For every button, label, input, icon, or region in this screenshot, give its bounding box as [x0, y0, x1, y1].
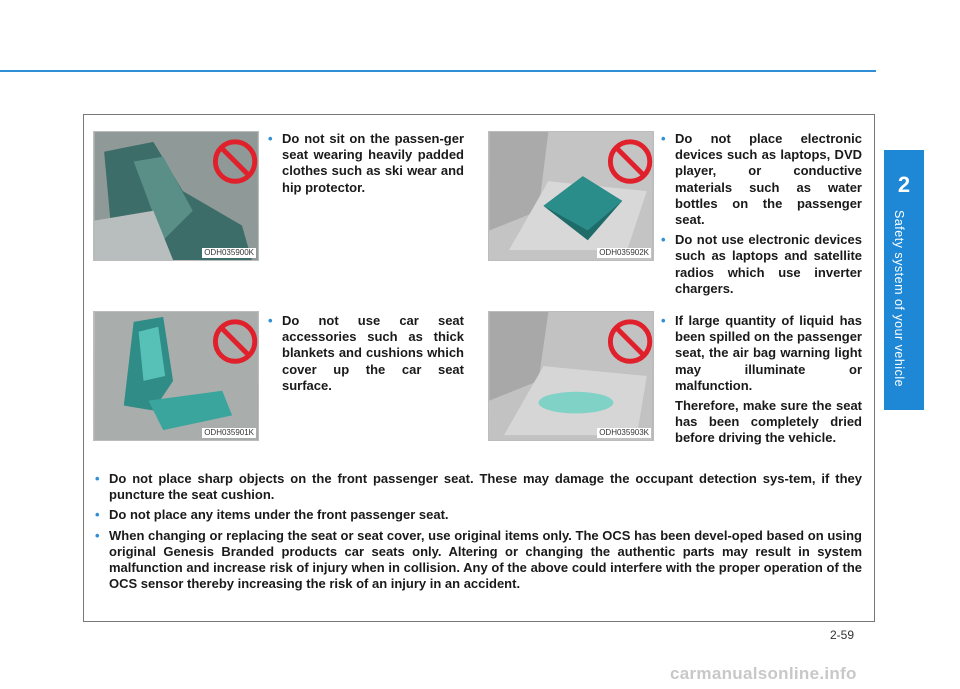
page-number: 2-59 [830, 628, 855, 642]
panel-3-text [268, 313, 464, 398]
header-rule [0, 70, 876, 72]
bullet-item: • Do not sit on the passen-ger seat wearing heavily padded clothes such as ski wear and hip protector. [268, 131, 464, 195]
image-code: ODH035900K [204, 248, 254, 257]
bullet-item: • If large quantity of liquid has been spilled on the passenger seat, the air bag warning light may illuminate or malfunction. [661, 313, 862, 393]
note-paragraph: Therefore, make sure the seat has been completely dried before driving the vehicle. [675, 398, 862, 446]
bullet-item: • Do not use car seat accessories such as thick blankets and cushions which cover up the car seat surface. [268, 313, 464, 393]
prohibition-icon [94, 312, 258, 440]
bullet-item: • When changing or replacing the seat or seat cover, use original items only. The OCS has been devel-oped based on using original Genesis Branded products car seats only. Altering or changing the authentic parts may result in system malfunction and increase risk of injury when in collision. Any of the above could interfere with the proper operation of the OCS sensor thereby increasing the risk of an injury in an accident. [95, 527, 862, 592]
bullet-item: • Do not place any items under the front passenger seat. [95, 507, 449, 523]
image-code: ODH035901K [204, 428, 254, 437]
prohibition-icon [489, 132, 653, 260]
bullet-item: • Do not place electronic devices such as laptops, DVD player, or conductive materials such as water bottles on the passenger seat. [661, 131, 862, 228]
photo-laptop-on-seat [488, 131, 654, 261]
panel-4-text [661, 313, 862, 451]
chapter-number: 2 [897, 172, 911, 197]
photo-seat-accessory [93, 311, 259, 441]
prohibition-icon [489, 312, 653, 440]
chapter-title: Safety system of your vehicle [892, 210, 906, 388]
photo-liquid-spill [488, 311, 654, 441]
panel-2-text [661, 131, 862, 301]
prohibition-icon [94, 132, 258, 260]
bullet-item: • Do not place sharp objects on the front passenger seat. These may damage the occupant detection sys-tem, if they puncture the seat cushion. [95, 471, 862, 503]
watermark: carmanualsonline.info [670, 664, 857, 683]
panel-1-text [268, 131, 464, 200]
photo-heavy-clothes [93, 131, 259, 261]
image-code: ODH035903K [599, 428, 649, 437]
bottom-warnings [95, 471, 862, 596]
chapter-tab [884, 150, 924, 410]
bullet-item: • Do not use electronic devices such as laptops and satellite radios which use inverter chargers. [661, 232, 862, 296]
image-code: ODH035902K [599, 248, 649, 257]
